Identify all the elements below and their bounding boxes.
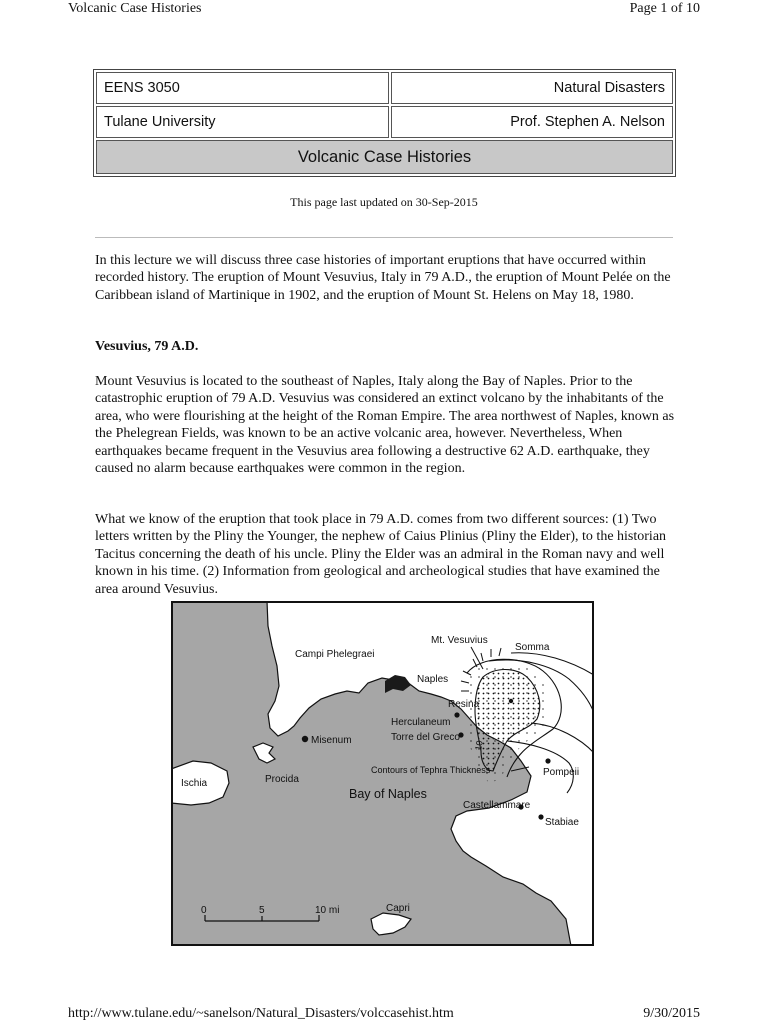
label-tephra-contours: Contours of Tephra Thickness	[371, 765, 491, 775]
label-pompeii: Pompeii	[543, 767, 580, 778]
course-name-cell: Natural Disasters	[391, 72, 673, 104]
label-herculaneum: Herculaneum	[391, 717, 451, 728]
intro-paragraph: In this lecture we will discuss three case histories of important eruptions that have occurred within recorded history. The eruption of Mount Vesuvius, Italy in 79 A.D., the eruption of Mount Pelée on the Caribbean island of Martinique in 1902, and the eruption of Mount St. Helens on May 18, 1980.	[95, 253, 671, 303]
print-header-page-number: Page 1 of 10	[629, 1, 700, 16]
resina-dot	[454, 712, 459, 717]
label-naples: Naples	[417, 674, 449, 685]
scale-tick-0: 0	[201, 905, 207, 916]
label-torre-del-greco: Torre del Greco	[391, 732, 460, 743]
label-campi-phlegraei: Campi Phelegraei	[295, 649, 375, 660]
label-somma: Somma	[515, 642, 550, 653]
print-date: 9/30/2015	[643, 1006, 700, 1021]
bay-of-naples-map	[171, 601, 594, 946]
vesuvius-paragraph-2: What we know of the eruption that took place in 79 A.D. comes from two different sources: (1) Two letters written by the Pliny the Younger, the nephew of Caius Plinius (Pliny the Elder), to the historian Tacitus concerning the death of his uncle. Pliny the Elder was an admiral in the Roman navy and well known in his time. (2) Information from geological and archeological studies that have examined the area around Vesuvius.	[95, 512, 667, 597]
label-ischia: Ischia	[181, 778, 208, 789]
page-title: Volcanic Case Histories	[96, 140, 673, 174]
somma-dot	[509, 699, 513, 703]
label-bay-of-naples: Bay of Naples	[349, 787, 427, 801]
vesuvius-paragraph-1: Mount Vesuvius is located to the southeast of Naples, Italy along the Bay of Naples. Prior to the catastrophic eruption of 79 A.D. Vesuvius was considered an extinct volcano by the inhabitants of the area, who were flourishing at the height of the Roman Empire. The area northwest of Naples, known as the Phelegrean Fields, was known to be an active volcanic area, however. Nevertheless, When earthquakes became frequent in the Vesuvius area following a destructive 62 A.D. earthquake, they caused no alarm because earthquakes were common in the region.	[95, 374, 675, 477]
stabiae-dot	[538, 814, 543, 819]
last-updated-note: This page last updated on 30-Sep-2015	[290, 195, 478, 209]
section-heading-vesuvius: Vesuvius, 79 A.D.	[95, 339, 199, 354]
scale-tick-5: 5	[259, 905, 265, 916]
professor-cell: Prof. Stephen A. Nelson	[391, 106, 673, 138]
label-stabiae: Stabiae	[545, 817, 579, 828]
label-mt-vesuvius: Mt. Vesuvius	[431, 635, 488, 646]
label-capri: Capri	[386, 903, 410, 914]
label-castellammare: Castellammare	[463, 800, 531, 811]
print-header	[0, 0, 768, 20]
label-contour-10: 10	[473, 739, 485, 752]
label-resina: Resina	[448, 699, 480, 710]
print-header-title: Volcanic Case Histories	[68, 1, 202, 16]
label-misenum: Misenum	[311, 735, 352, 746]
horizontal-rule	[95, 237, 673, 238]
course-info-table	[93, 69, 676, 177]
misenum-dot	[302, 736, 308, 742]
source-url-link[interactable]: http://www.tulane.edu/~sanelson/Natural_Disasters/volccasehist.htm	[68, 1006, 454, 1021]
scale-tick-10-mi: 10 mi	[315, 905, 340, 916]
pompeii-dot	[545, 758, 550, 763]
university-cell: Tulane University	[96, 106, 389, 138]
label-procida: Procida	[265, 774, 299, 785]
course-code-cell: EENS 3050	[96, 72, 389, 104]
